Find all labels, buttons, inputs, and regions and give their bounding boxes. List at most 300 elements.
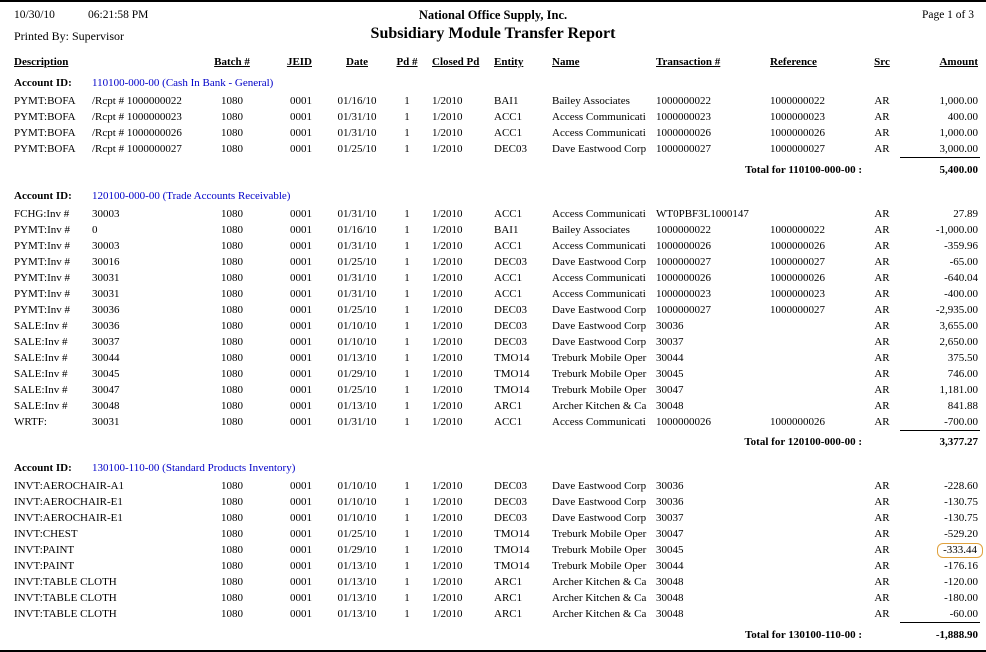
- cell-entity: BAI1: [494, 95, 519, 107]
- cell-jeid: 0001: [290, 287, 312, 300]
- description-type: PYMT:Inv #: [14, 271, 70, 284]
- cell-amount: 3,655.00: [939, 319, 978, 332]
- cell-entity: ACC1: [494, 207, 523, 220]
- cell-src: AR: [874, 239, 890, 252]
- cell-jeid: 0001: [290, 367, 312, 380]
- cell-txn: 1000000026: [656, 271, 711, 284]
- cell-date: 01/25/10: [337, 143, 377, 156]
- cell-closed: 1/2010: [432, 223, 463, 236]
- cell-date: 01/10/10: [337, 480, 377, 492]
- cell-closed: 1/2010: [432, 239, 463, 252]
- cell-ref: [762, 398, 864, 414]
- cell-name: Archer Kitchen & Ca: [552, 608, 647, 621]
- description-ref: 30003: [92, 207, 120, 220]
- account-section-header: [8, 450, 980, 478]
- cell-entity: ACC1: [494, 111, 523, 123]
- table-row: [8, 414, 980, 431]
- cell-amount: -529.20: [944, 528, 978, 540]
- cell-ref: [762, 494, 864, 510]
- cell-closed: 1/2010: [432, 143, 463, 156]
- cell-batch: 1080: [221, 528, 243, 540]
- cell-txn: 1000000026: [656, 239, 711, 252]
- cell-pd: 1: [404, 560, 410, 572]
- cell-pd: 1: [404, 255, 410, 268]
- cell-src: AR: [874, 207, 890, 220]
- cell-pd: 1: [404, 544, 410, 556]
- cell-pd: 1: [404, 480, 410, 492]
- cell-src: AR: [874, 383, 890, 396]
- description-type: PYMT:Inv #: [14, 255, 70, 268]
- cell-txn: 1000000023: [656, 111, 711, 123]
- cell-src: AR: [874, 415, 890, 428]
- cell-desc: [8, 302, 204, 318]
- cell-pd: 1: [404, 143, 410, 156]
- cell-batch: 1080: [221, 544, 243, 556]
- cell-src: AR: [874, 576, 890, 588]
- column-header-date: Date: [346, 56, 368, 68]
- report-header: [0, 2, 986, 52]
- cell-batch: 1080: [221, 496, 243, 508]
- table-row: [8, 93, 980, 109]
- description-type: WRTF:: [14, 415, 47, 428]
- cell-name: Bailey Associates: [552, 95, 630, 107]
- column-header-closed-pd: Closed Pd: [432, 56, 480, 68]
- cell-name: Dave Eastwood Corp: [552, 303, 647, 316]
- cell-batch: 1080: [221, 367, 243, 380]
- cell-batch: 1080: [221, 207, 243, 220]
- cell-pd: 1: [404, 608, 410, 621]
- cell-closed: 1/2010: [432, 399, 463, 412]
- cell-txn: 1000000026: [656, 127, 711, 139]
- cell-entity: DEC03: [494, 480, 527, 492]
- cell-closed: 1/2010: [432, 383, 463, 396]
- cell-name: Treburk Mobile Oper: [552, 544, 647, 556]
- cell-batch: 1080: [221, 383, 243, 396]
- cell-date: 01/13/10: [337, 592, 377, 604]
- cell-amount: 375.50: [947, 351, 978, 364]
- description-ref: 30003: [92, 239, 120, 252]
- cell-jeid: 0001: [290, 207, 312, 220]
- description-ref: 30044: [92, 351, 120, 364]
- cell-date: 01/25/10: [337, 255, 377, 268]
- cell-jeid: 0001: [290, 528, 312, 540]
- cell-entity: DEC03: [494, 319, 527, 332]
- cell-desc: [8, 125, 204, 141]
- cell-src: AR: [874, 351, 890, 364]
- cell-date: 01/10/10: [337, 335, 377, 348]
- description-ref: /Rcpt # 1000000026: [92, 127, 182, 139]
- cell-jeid: 0001: [290, 560, 312, 572]
- section-total-amount: 3,377.27: [900, 430, 980, 450]
- cell-name: Access Communicati: [552, 207, 646, 220]
- cell-date: 01/25/10: [337, 303, 377, 316]
- description-ref: /Rcpt # 1000000027: [92, 143, 182, 156]
- cell-amount: 746.00: [947, 367, 978, 380]
- cell-pd: 1: [404, 319, 410, 332]
- cell-batch: 1080: [221, 415, 243, 428]
- cell-pd: 1: [404, 95, 410, 107]
- cell-entity: DEC03: [494, 255, 527, 268]
- section-total-label: Total for 120100-000-00 :: [744, 436, 862, 448]
- column-header-reference: Reference: [770, 56, 817, 68]
- cell-desc: [8, 206, 204, 222]
- cell-entity: ARC1: [494, 576, 523, 588]
- cell-amount: -130.75: [944, 496, 978, 508]
- print-date: 10/30/10: [14, 9, 55, 21]
- cell-desc: [8, 398, 204, 414]
- description-ref: 30016: [92, 255, 120, 268]
- cell-name: Treburk Mobile Oper: [552, 351, 647, 364]
- cell-closed: 1/2010: [432, 95, 463, 107]
- cell-desc: [8, 238, 204, 254]
- table-row: [8, 542, 980, 558]
- cell-txn: 30037: [656, 335, 684, 348]
- cell-src: AR: [874, 544, 890, 556]
- cell-date: 01/10/10: [337, 496, 377, 508]
- cell-entity: TMO14: [494, 351, 530, 364]
- cell-entity: DEC03: [494, 143, 527, 156]
- cell-jeid: 0001: [290, 496, 312, 508]
- cell-batch: 1080: [221, 608, 243, 621]
- cell-amount: -180.00: [944, 592, 978, 604]
- cell-txn: 30047: [656, 383, 684, 396]
- cell-name: Archer Kitchen & Ca: [552, 399, 647, 412]
- cell-entity: ACC1: [494, 127, 523, 139]
- cell-ref: [762, 206, 864, 222]
- cell-date: 01/31/10: [337, 207, 377, 220]
- description-type: SALE:Inv #: [14, 351, 68, 364]
- cell-amount: -640.04: [944, 271, 978, 284]
- cell-desc: [8, 590, 204, 606]
- cell-txn: 30045: [656, 544, 684, 556]
- cell-ref: 1000000023: [770, 287, 825, 300]
- description-type: INVT:TABLE CLOTH: [14, 592, 117, 604]
- description-ref: 30036: [92, 319, 120, 332]
- cell-src: AR: [874, 399, 890, 412]
- cell-ref: [762, 590, 864, 606]
- cell-txn: 30048: [656, 399, 684, 412]
- cell-txn: 1000000027: [656, 303, 711, 316]
- table-row: [8, 382, 980, 398]
- cell-desc: [8, 334, 204, 350]
- cell-entity: ARC1: [494, 399, 523, 412]
- cell-batch: 1080: [221, 127, 243, 139]
- cell-txn: 30044: [656, 560, 684, 572]
- section-total-amount: 5,400.00: [900, 158, 980, 178]
- cell-txn: 1000000022: [656, 223, 711, 236]
- cell-desc: [8, 93, 204, 109]
- cell-desc: [8, 109, 204, 125]
- description-type: SALE:Inv #: [14, 367, 68, 380]
- cell-ref: 1000000027: [770, 303, 825, 316]
- cell-date: 01/31/10: [337, 239, 377, 252]
- cell-desc: [8, 254, 204, 270]
- cell-ref: 1000000026: [770, 239, 825, 252]
- cell-txn: 1000000027: [656, 255, 711, 268]
- cell-txn: 30048: [656, 608, 684, 621]
- description-ref: 30031: [92, 271, 120, 284]
- cell-jeid: 0001: [290, 399, 312, 412]
- cell-name: Dave Eastwood Corp: [552, 496, 647, 508]
- table-row: [8, 206, 980, 222]
- cell-pd: 1: [404, 351, 410, 364]
- cell-name: Dave Eastwood Corp: [552, 512, 647, 524]
- cell-amount: 27.89: [953, 207, 978, 220]
- description-type: PYMT:BOFA: [14, 127, 76, 139]
- cell-amount: -359.96: [944, 239, 978, 252]
- cell-date: 01/31/10: [337, 111, 377, 123]
- cell-jeid: 0001: [290, 239, 312, 252]
- description-type: INVT:AEROCHAIR-E1: [14, 496, 123, 508]
- cell-batch: 1080: [221, 255, 243, 268]
- cell-date: 01/31/10: [337, 415, 377, 428]
- description-ref: 30047: [92, 383, 120, 396]
- cell-ref: [762, 478, 864, 494]
- section-total-amount: -1,888.90: [900, 623, 980, 643]
- cell-desc: [8, 222, 204, 238]
- description-type: INVT:TABLE CLOTH: [14, 576, 117, 588]
- cell-name: Bailey Associates: [552, 223, 630, 236]
- description-type: PYMT:Inv #: [14, 239, 70, 252]
- cell-closed: 1/2010: [432, 560, 463, 572]
- cell-src: AR: [874, 127, 890, 139]
- cell-amount: 2,650.00: [939, 335, 978, 348]
- cell-batch: 1080: [221, 576, 243, 588]
- cell-src: AR: [874, 528, 890, 540]
- cell-txn: 30048: [656, 592, 684, 604]
- cell-batch: 1080: [221, 271, 243, 284]
- cell-ref: [762, 350, 864, 366]
- cell-txn: WT0PBF3L1000147: [656, 207, 749, 220]
- cell-jeid: 0001: [290, 111, 312, 123]
- cell-name: Dave Eastwood Corp: [552, 335, 647, 348]
- cell-desc: [8, 526, 204, 542]
- cell-batch: 1080: [221, 399, 243, 412]
- cell-amount: -400.00: [944, 287, 978, 300]
- table-row: [8, 574, 980, 590]
- cell-ref: [762, 606, 864, 623]
- cell-pd: 1: [404, 367, 410, 380]
- cell-pd: 1: [404, 335, 410, 348]
- cell-name: Dave Eastwood Corp: [552, 255, 647, 268]
- cell-date: 01/13/10: [337, 576, 377, 588]
- cell-ref: [762, 574, 864, 590]
- cell-jeid: 0001: [290, 255, 312, 268]
- description-ref: 30036: [92, 303, 120, 316]
- cell-closed: 1/2010: [432, 415, 463, 428]
- cell-jeid: 0001: [290, 512, 312, 524]
- table-row: [8, 350, 980, 366]
- cell-date: 01/13/10: [337, 560, 377, 572]
- cell-pd: 1: [404, 576, 410, 588]
- description-ref: 30031: [92, 287, 120, 300]
- cell-txn: 30048: [656, 576, 684, 588]
- cell-closed: 1/2010: [432, 480, 463, 492]
- cell-batch: 1080: [221, 480, 243, 492]
- cell-batch: 1080: [221, 95, 243, 107]
- cell-amount: 1,000.00: [939, 127, 978, 139]
- cell-txn: 30047: [656, 528, 684, 540]
- account-id-link[interactable]: 120100-000-00 (Trade Accounts Receivable): [92, 189, 291, 202]
- cell-batch: 1080: [221, 560, 243, 572]
- cell-desc: [8, 286, 204, 302]
- cell-closed: 1/2010: [432, 335, 463, 348]
- cell-amount: -65.00: [949, 255, 978, 268]
- cell-src: AR: [874, 271, 890, 284]
- cell-date: 01/16/10: [337, 223, 377, 236]
- cell-jeid: 0001: [290, 143, 312, 156]
- cell-jeid: 0001: [290, 576, 312, 588]
- cell-name: Access Communicati: [552, 127, 646, 139]
- cell-amount: -700.00: [944, 415, 978, 428]
- report-title: Subsidiary Module Transfer Report: [370, 25, 616, 42]
- cell-amount: -130.75: [944, 512, 978, 524]
- cell-name: Dave Eastwood Corp: [552, 319, 647, 332]
- table-row: [8, 125, 980, 141]
- cell-batch: 1080: [221, 239, 243, 252]
- cell-src: AR: [874, 287, 890, 300]
- description-type: PYMT:Inv #: [14, 287, 70, 300]
- description-type: PYMT:BOFA: [14, 143, 76, 156]
- cell-name: Archer Kitchen & Ca: [552, 576, 647, 588]
- cell-ref: 1000000022: [770, 95, 825, 107]
- cell-entity: TMO14: [494, 383, 530, 396]
- cell-closed: 1/2010: [432, 111, 463, 123]
- cell-src: AR: [874, 592, 890, 604]
- cell-ref: [762, 334, 864, 350]
- cell-name: Archer Kitchen & Ca: [552, 592, 647, 604]
- cell-amount: -176.16: [944, 560, 978, 572]
- cell-amount: -120.00: [944, 576, 978, 588]
- account-id-link[interactable]: 130100-110-00 (Standard Products Inventory): [92, 462, 296, 474]
- cell-desc: [8, 494, 204, 510]
- table-row: [8, 109, 980, 125]
- cell-closed: 1/2010: [432, 367, 463, 380]
- cell-ref: 1000000026: [770, 415, 825, 428]
- column-header-transaction: Transaction #: [656, 56, 721, 68]
- cell-jeid: 0001: [290, 127, 312, 139]
- description-type: SALE:Inv #: [14, 383, 68, 396]
- cell-src: AR: [874, 512, 890, 524]
- cell-jeid: 0001: [290, 319, 312, 332]
- cell-src: AR: [874, 367, 890, 380]
- cell-amount: 1,000.00: [939, 95, 978, 107]
- description-type: FCHG:Inv #: [14, 207, 70, 220]
- cell-amount: 400.00: [947, 111, 978, 123]
- cell-txn: 30045: [656, 367, 684, 380]
- cell-desc: [8, 414, 204, 431]
- table-row: [8, 606, 980, 623]
- cell-src: AR: [874, 560, 890, 572]
- cell-ref: 1000000022: [770, 223, 825, 236]
- description-ref: 30048: [92, 399, 120, 412]
- cell-txn: 1000000026: [656, 415, 711, 428]
- table-row: [8, 558, 980, 574]
- cell-src: AR: [874, 95, 890, 107]
- description-ref: /Rcpt # 1000000023: [92, 111, 182, 123]
- cell-entity: DEC03: [494, 496, 527, 508]
- cell-name: Treburk Mobile Oper: [552, 367, 647, 380]
- cell-pd: 1: [404, 528, 410, 540]
- print-time: 06:21:58 PM: [88, 9, 149, 21]
- table-row: [8, 254, 980, 270]
- cell-batch: 1080: [221, 303, 243, 316]
- cell-desc: [8, 542, 204, 558]
- table-row: [8, 238, 980, 254]
- cell-desc: [8, 350, 204, 366]
- description-type: PYMT:BOFA: [14, 95, 76, 107]
- cell-name: Treburk Mobile Oper: [552, 383, 647, 396]
- cell-ref: 1000000026: [770, 127, 825, 139]
- cell-src: AR: [874, 255, 890, 268]
- account-id-link[interactable]: 110100-000-00 (Cash In Bank - General): [92, 77, 274, 89]
- cell-date: 01/31/10: [337, 287, 377, 300]
- cell-date: 01/25/10: [337, 528, 377, 540]
- column-header-name: Name: [552, 56, 580, 68]
- cell-closed: 1/2010: [432, 608, 463, 621]
- cell-ref: [762, 542, 864, 558]
- cell-txn: 30037: [656, 512, 684, 524]
- table-row: [8, 270, 980, 286]
- cell-name: Access Communicati: [552, 287, 646, 300]
- cell-desc: [8, 574, 204, 590]
- cell-closed: 1/2010: [432, 576, 463, 588]
- cell-entity: TMO14: [494, 367, 530, 380]
- cell-pd: 1: [404, 592, 410, 604]
- cell-closed: 1/2010: [432, 271, 463, 284]
- cell-date: 01/25/10: [337, 383, 377, 396]
- description-type: PYMT:BOFA: [14, 111, 76, 123]
- printed-by: Printed By: Supervisor: [14, 29, 124, 43]
- cell-txn: 30036: [656, 496, 684, 508]
- cell-src: AR: [874, 111, 890, 123]
- cell-closed: 1/2010: [432, 287, 463, 300]
- description-type: INVT:PAINT: [14, 560, 75, 572]
- column-header-src: Src: [874, 56, 890, 68]
- cell-amount: [900, 542, 980, 558]
- table-row: [8, 366, 980, 382]
- column-header-pd: Pd #: [396, 56, 418, 68]
- cell-desc: [8, 606, 204, 623]
- cell-jeid: 0001: [290, 223, 312, 236]
- cell-closed: 1/2010: [432, 528, 463, 540]
- cell-src: AR: [874, 480, 890, 492]
- cell-pd: 1: [404, 223, 410, 236]
- cell-closed: 1/2010: [432, 319, 463, 332]
- cell-desc: [8, 382, 204, 398]
- highlighted-amount: -333.44: [937, 543, 983, 558]
- cell-pd: 1: [404, 399, 410, 412]
- cell-src: AR: [874, 335, 890, 348]
- table-row: [8, 318, 980, 334]
- cell-entity: ARC1: [494, 592, 523, 604]
- table-row: [8, 478, 980, 494]
- cell-txn: 1000000027: [656, 143, 711, 156]
- cell-batch: 1080: [221, 592, 243, 604]
- report-table-body: [8, 72, 980, 643]
- cell-desc: [8, 478, 204, 494]
- cell-jeid: 0001: [290, 335, 312, 348]
- cell-batch: 1080: [221, 319, 243, 332]
- cell-entity: ACC1: [494, 239, 523, 252]
- cell-ref: [762, 366, 864, 382]
- section-total-label: Total for 130100-110-00 :: [744, 628, 862, 641]
- cell-closed: 1/2010: [432, 255, 463, 268]
- cell-ref: [762, 510, 864, 526]
- cell-jeid: 0001: [290, 608, 312, 621]
- cell-ref: 1000000026: [770, 271, 825, 284]
- cell-desc: [8, 366, 204, 382]
